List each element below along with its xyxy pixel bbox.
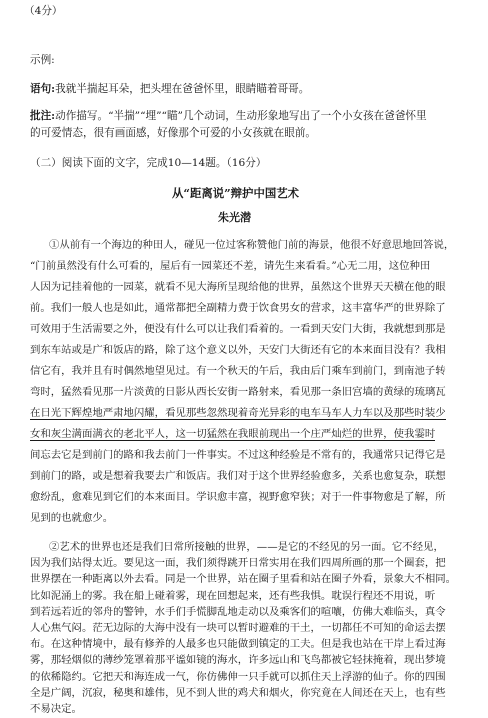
p1-line-2: “门前虽然没有什么可看的，屋后有一园菜还不差，请先生来看看。”心无二用，这位种田 xyxy=(30,260,431,272)
score-label: （4分） xyxy=(24,5,63,17)
p2-line-7: 布。在这种情境中，最有修养的人最多也只能做到镇定的工夫。但是我也站在干岸上看过海 xyxy=(30,638,446,650)
p1-line-13: 愈纷乱，愈难见到它们的本来面目。学识愈丰富，视野愈窄狭；对于一件事物愈是了解，所 xyxy=(30,491,446,503)
p2-line-2: 因为我们站得太近。要见这一面，我们须得跳开日常实用在我们四周所画的那一个圈套，把 xyxy=(30,557,446,569)
section-heading: （二）阅读下面的文字，完成10—14题。（16分） xyxy=(30,157,267,169)
p2-line-11: 不易决定。 xyxy=(30,703,82,715)
p1-line-10 xyxy=(30,427,435,441)
p2-line-5: 到若远若近的邻舟的警钟，水手们手慌脚乱地走动以及乘客们的喧嚷，仿佛大难临头，真令 xyxy=(30,606,446,618)
p1-line-8 xyxy=(30,385,446,399)
p1-line-4: 前。我们一般人也是如此，通常都把全副精力费于饮食男女的营求，这丰富华严的世界除了 xyxy=(30,302,446,314)
p2-line-6: 人心焦气闷。茫无边际的大海中没有一块可以暂时避难的干土，一切都任不可知的命运去摆 xyxy=(30,622,446,634)
example-label: 示例: xyxy=(30,54,55,66)
p2-line-1: ②艺术的世界也还是我们日常所接触的世界，——是它的不经见的另一面。它不经见， xyxy=(49,541,444,553)
article-author: 朱光潜 xyxy=(218,211,251,224)
sentence-label: 语句: xyxy=(30,83,56,95)
p2-line-10: 全是广阔，沉寂，秘奥和雄伟，见不到人世的鸡犬和烟火，你究竟在人间还在天上，也有些 xyxy=(30,687,446,699)
annotation-line-1 xyxy=(30,109,427,123)
p2-line-3: 世界摆在一种距离以外去看。同是一个世界，站在圈子里看和站在圈子外看，景象大不相同。 xyxy=(30,573,457,585)
example-sentence xyxy=(30,82,309,96)
p1-line-8-text: 弯时，猛然看见那一片淡黄的日影从西长安街一路射来，看见那一条旧宫墙的黄绿的琉璃瓦 xyxy=(30,386,446,398)
sentence-text: 我就半揣起耳朵，把头埋在爸爸怀里，眼睛瞄着哥哥。 xyxy=(55,83,310,95)
p1-line-6: 到东车站或是广和饭店的路，除了这个意义以外，天安门大街还有它的本来面目没有？我相 xyxy=(30,344,446,356)
p1-line-12: 到前门的路，或是想着我要去广和饭店。我们对于这个世界经验愈多，关系也愈复杂，联想 xyxy=(30,470,446,482)
annotation-text-1: 动作描写。“半揣”“埋”“瞄”几个动词，生动形象地写出了一个小女孩在爸爸怀里 xyxy=(55,110,427,122)
p1-line-3: 人因为记挂着他的一园菜，就看不见大海所呈现给他的世界，虽然这个世界天天横在他的眼 xyxy=(30,281,446,293)
p1-line-14: 见到的也就愈少。 xyxy=(30,512,114,524)
p2-line-8: 雾，那轻烟似的薄纱笼罩着那平谧如镜的海水，许多远山和飞鸟都被它轻抹掩着，现出梦境 xyxy=(30,654,446,666)
p2-line-9: 的依稀隐约。它把天和海连成一气，你仿佛伸一只手就可以抓住天上浮游的仙子。你的四围 xyxy=(30,671,446,683)
p1-line-9 xyxy=(30,406,446,420)
p1-line-11: 间忘去它是到前门的路和我去前门一件事实。不过这种经验是不常有的，我通常只记得它是 xyxy=(30,449,446,461)
p1-line-5: 可效用于生活需要之外，便没有什么可以让我们看着的。一看到天安门大街，我就想到那是 xyxy=(30,323,446,335)
p1-line-1: ①从前有一个海边的种田人，碰见一位过客称赞他门前的海景，他很不好意思地回答说， xyxy=(49,239,455,251)
annotation-line-2: 的可爱情态，很有画面感，好像那个可爱的小女孩就在眼前。 xyxy=(30,127,317,139)
p1-line-7: 信它有，我并且有时偶然地望见过。有一个秋天的午后，我由后门乘车到前门，到南池子转 xyxy=(30,365,446,377)
p2-line-4: 比如泥涌上的雾。我在船上碰着雾，现在回想起来，还有些我惧。耽误行程还不用说，听 xyxy=(30,590,436,602)
article-title: 从“距离说”辩护中国艺术 xyxy=(172,186,300,200)
annotation-label: 批注: xyxy=(30,110,56,122)
p1-line-10-text: 女和灰尘满面满衣的老北平人，这一切猛然在我眼前现出一个庄严灿烂的世界，使我霎时 xyxy=(30,428,436,440)
p1-line-9-underlined: 在日光下辉煌地严肃地闪耀，看见那些忽然现着奇光异彩的电车马车人力车以及那些时装少 xyxy=(30,407,446,419)
